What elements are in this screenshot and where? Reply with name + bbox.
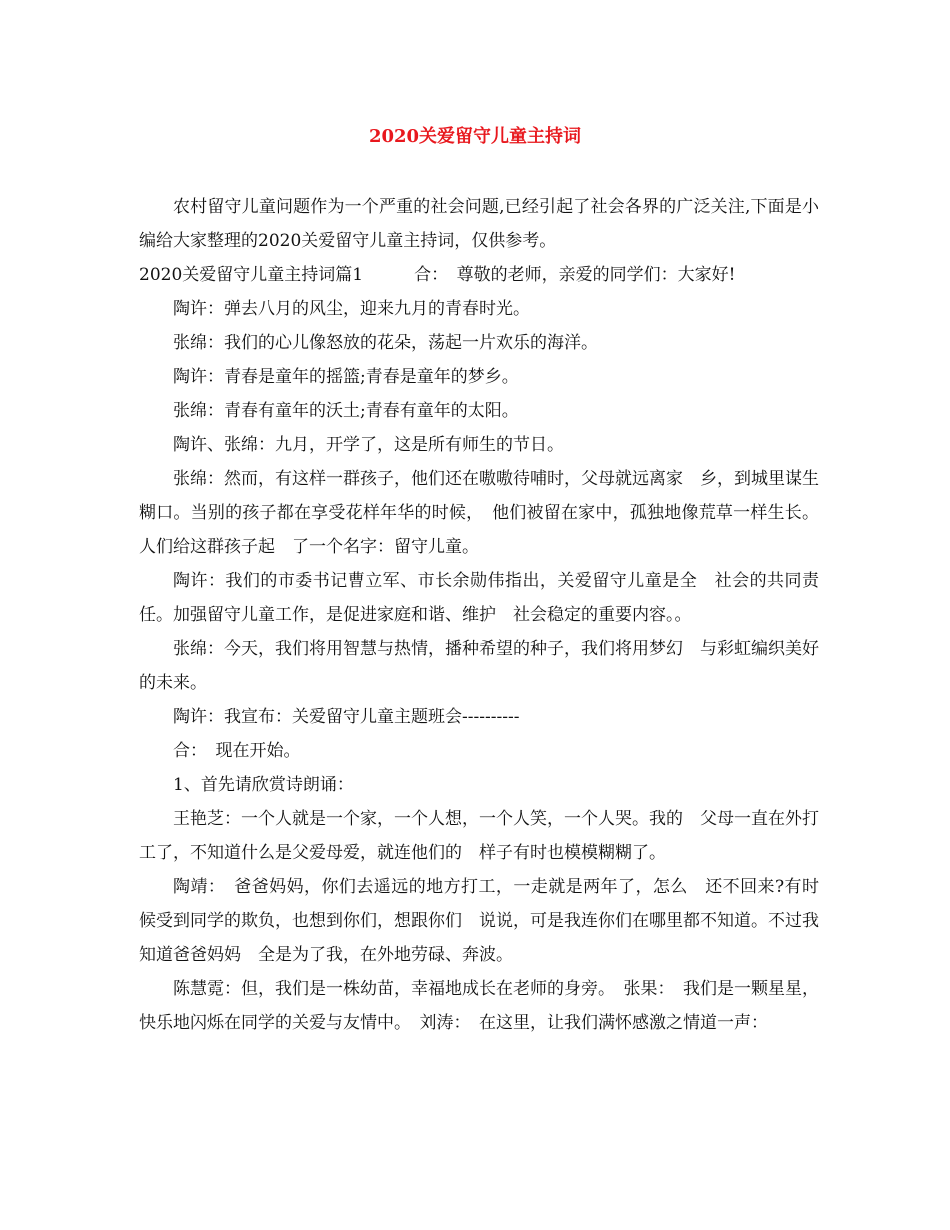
dialogue-paragraph: 陶许：我宣布：关爱留守儿童主题班会----------	[173, 707, 520, 727]
dialogue-paragraph: 合： 现在开始。	[173, 741, 301, 761]
dialogue-paragraph: 张绵：然而，有这样一群孩子，他们还在嗷嗷待哺时，父母就远离家 乡，到城里谋生糊口。当别的孩子都在享受花样年华的时候， 他们被留在家中，孤独地像荒草一样生长。人们给这群孩子起 了一个名字：留守儿童。	[139, 469, 819, 557]
dialogue-paragraph: 陶许：弹去八月的风尘，迎来九月的青春时光。	[173, 299, 530, 319]
dialogue-paragraph: 1、首先请欣赏诗朗诵：	[173, 775, 354, 795]
dialogue-paragraph: 陶靖： 爸爸妈妈，你们去遥远的地方打工，一走就是两年了，怎么 还不回来?有时候受到同学的欺负，也想到你们，想跟你们 说说，可是我连你们在哪里都不知道。不过我知道爸爸妈妈 全是为了我，在外地劳碌、奔波。	[139, 877, 819, 965]
dialogue-paragraph: 陶许：我们的市委书记曹立军、市长余勋伟指出，关爱留守儿童是全 社会的共同责任。加强留守儿童工作，是促进家庭和谐、维护 社会稳定的重要内容。。	[139, 571, 819, 625]
section-heading-paragraph: 2020关爱留守儿童主持词篇1 合： 尊敬的老师，亲爱的同学们：大家好!	[139, 265, 736, 285]
document-body	[139, 190, 819, 1040]
dialogue-paragraph: 张绵：青春有童年的沃土;青春有童年的太阳。	[173, 401, 519, 421]
document-title: 2020关爱留守儿童主持词	[368, 126, 582, 147]
dialogue-paragraph: 陶许、张绵：九月，开学了，这是所有师生的节日。	[173, 435, 564, 455]
dialogue-paragraph: 陶许：青春是童年的摇篮;青春是童年的梦乡。	[173, 367, 519, 387]
dialogue-paragraph: 张绵：今天，我们将用智慧与热情，播种希望的种子，我们将用梦幻 与彩虹编织美好的未来。	[139, 639, 819, 693]
dialogue-paragraph: 张绵：我们的心儿像怒放的花朵，荡起一片欢乐的海洋。	[173, 333, 598, 353]
dialogue-paragraph: 王艳芝：一个人就是一个家，一个人想，一个人笑，一个人哭。我的 父母一直在外打工了，不知道什么是父爱母爱，就连他们的 样子有时也模模糊糊了。	[139, 809, 819, 863]
dialogue-paragraph: 陈慧霓：但，我们是一株幼苗，幸福地成长在老师的身旁。 张果： 我们是一颗星星，快乐地闪烁在同学的关爱与友情中。 刘涛： 在这里，让我们满怀感激之情道一声：	[139, 979, 819, 1033]
intro-paragraph: 农村留守儿童问题作为一个严重的社会问题,已经引起了社会各界的广泛关注,下面是小编给大家整理的2020关爱留守儿童主持词，仅供参考。	[139, 197, 819, 251]
